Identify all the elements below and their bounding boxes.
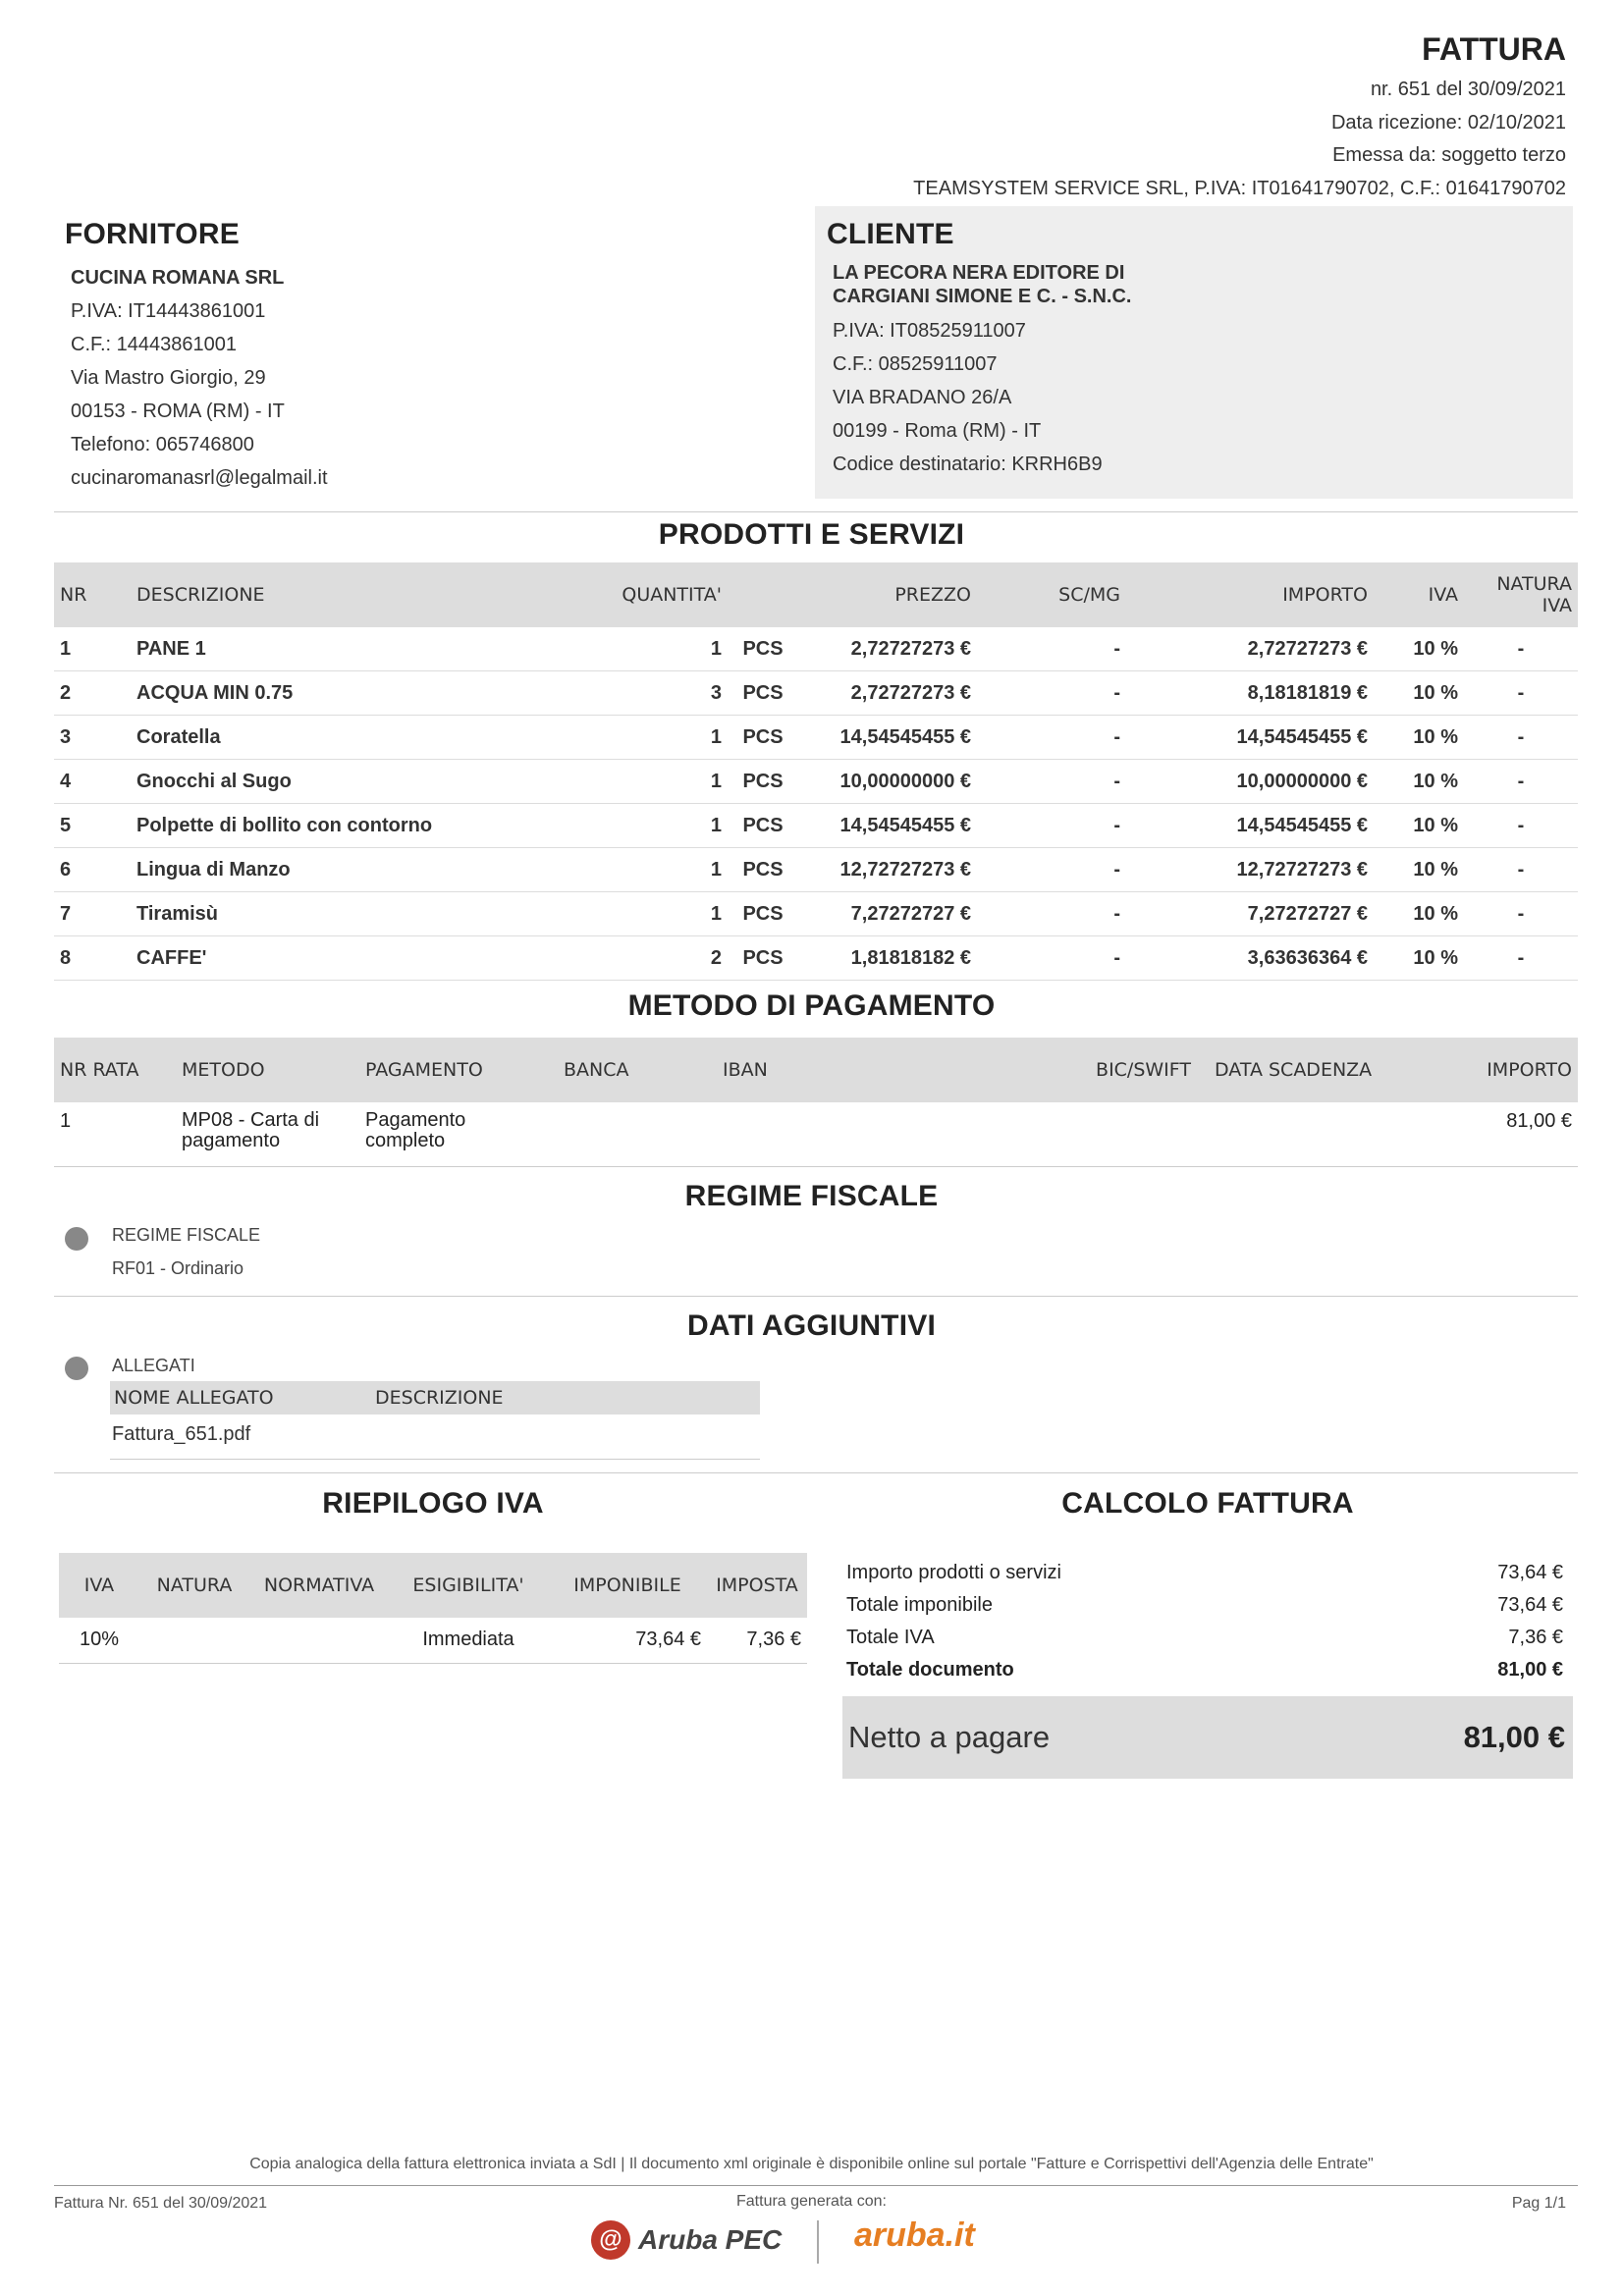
vcol-iva: IVA	[59, 1553, 139, 1618]
regime-label: REGIME FISCALE	[112, 1225, 261, 1245]
product-unit: PCS	[728, 716, 798, 760]
attachments-header	[110, 1381, 760, 1415]
calc-total-label: Totale documento	[846, 1659, 1014, 1681]
calc-line-products	[846, 1557, 1563, 1589]
product-natura: -	[1464, 848, 1578, 892]
product-iva: 10 %	[1374, 804, 1464, 848]
products-heading: PRODOTTI E SERVIZI	[658, 518, 965, 551]
client-heading: CLIENTE	[827, 218, 954, 250]
calc-line-total	[846, 1654, 1563, 1686]
vcol-natura: NATURA	[139, 1553, 249, 1618]
vat-rate: 10%	[79, 1629, 120, 1651]
product-price: 1,81818182 €	[798, 936, 977, 981]
supplier-heading: FORNITORE	[65, 218, 240, 250]
client-dest: Codice destinatario: KRRH6B9	[833, 454, 1103, 475]
client-cf: C.F.: 08525911007	[833, 353, 998, 375]
aruba-at-icon: @	[591, 2220, 630, 2260]
footer-right: Pag 1/1	[1511, 2195, 1566, 2212]
product-sc: -	[977, 671, 1126, 716]
product-amount: 14,54545455 €	[1126, 804, 1374, 848]
product-nr: 4	[54, 760, 131, 804]
product-price: 10,00000000 €	[798, 760, 977, 804]
calc-value: 73,64 €	[1497, 1562, 1563, 1583]
table-row	[54, 804, 1578, 848]
product-natura: -	[1464, 892, 1578, 936]
calc-value: 7,36 €	[1508, 1627, 1563, 1648]
product-qty: 3	[614, 671, 728, 716]
product-nr: 6	[54, 848, 131, 892]
pcol-payment: PAGAMENTO	[359, 1038, 558, 1102]
product-nr: 5	[54, 804, 131, 848]
logo-separator	[817, 2220, 819, 2264]
payment-type-line2: completo	[365, 1130, 446, 1151]
aruba-pec-text: Aruba PEC	[638, 2224, 783, 2255]
product-desc: ACQUA MIN 0.75	[131, 671, 614, 716]
product-natura: -	[1464, 936, 1578, 981]
extra-heading: DATI AGGIUNTIVI	[687, 1309, 936, 1342]
col-qty: QUANTITA'	[614, 562, 728, 627]
product-unit: PCS	[728, 804, 798, 848]
attachments-col-name: NOME ALLEGATO	[114, 1387, 274, 1409]
product-price: 7,27272727 €	[798, 892, 977, 936]
attachments-col-desc: DESCRIZIONE	[375, 1387, 504, 1409]
product-qty: 1	[614, 716, 728, 760]
calc-label: Totale imponibile	[846, 1594, 993, 1616]
product-sc: -	[977, 627, 1126, 671]
product-iva: 10 %	[1374, 627, 1464, 671]
product-desc: PANE 1	[131, 627, 614, 671]
col-iva: IVA	[1374, 562, 1464, 627]
product-unit: PCS	[728, 760, 798, 804]
extra-label: ALLEGATI	[112, 1356, 195, 1375]
vcol-imponibile: IMPONIBILE	[548, 1553, 707, 1618]
product-price: 12,72727273 €	[798, 848, 977, 892]
product-sc: -	[977, 848, 1126, 892]
product-sc: -	[977, 804, 1126, 848]
supplier-city: 00153 - ROMA (RM) - IT	[71, 400, 285, 422]
product-desc: Lingua di Manzo	[131, 848, 614, 892]
calc-label: Totale IVA	[846, 1627, 935, 1648]
calc-heading: CALCOLO FATTURA	[1061, 1487, 1354, 1520]
net-to-pay-box	[842, 1696, 1573, 1779]
supplier-email: cucinaromanasrl@legalmail.it	[71, 467, 328, 489]
pcol-bic: BIC/SWIFT	[1067, 1038, 1197, 1102]
regime-heading: REGIME FISCALE	[684, 1180, 939, 1212]
vcol-imposta: IMPOSTA	[707, 1553, 807, 1618]
divider	[110, 1459, 760, 1460]
pcol-nr: NR RATA	[54, 1038, 176, 1102]
product-desc: CAFFE'	[131, 936, 614, 981]
pcol-bank: BANCA	[558, 1038, 717, 1102]
product-sc: -	[977, 760, 1126, 804]
product-price: 14,54545455 €	[798, 804, 977, 848]
product-nr: 2	[54, 671, 131, 716]
third-party: TEAMSYSTEM SERVICE SRL, P.IVA: IT01641790702, C.F.: 01641790702	[913, 178, 1566, 199]
calc-lines	[846, 1557, 1563, 1686]
product-desc: Polpette di bollito con contorno	[131, 804, 614, 848]
col-price: PREZZO	[798, 562, 977, 627]
table-row	[54, 716, 1578, 760]
divider	[54, 1296, 1578, 1297]
product-iva: 10 %	[1374, 936, 1464, 981]
vcol-normativa: NORMATIVA	[249, 1553, 389, 1618]
bullet-icon	[65, 1227, 88, 1251]
product-iva: 10 %	[1374, 671, 1464, 716]
payment-heading: METODO DI PAGAMENTO	[627, 989, 996, 1022]
product-natura: -	[1464, 671, 1578, 716]
aruba-it-logo: aruba.it	[854, 2216, 975, 2254]
footer-note: Copia analogica della fattura elettronica inviata a SdI | Il documento xml originale è disponibile online sul portale "Fatture e Corrispettivi dell'Agenzia delle Entrate"	[249, 2156, 1374, 2172]
net-label: Netto a pagare	[848, 1720, 1051, 1754]
table-row	[54, 627, 1578, 671]
payment-method	[176, 1102, 359, 1169]
product-natura: -	[1464, 804, 1578, 848]
pcol-amount: IMPORTO	[1476, 1038, 1578, 1102]
product-unit: PCS	[728, 892, 798, 936]
product-desc: Tiramisù	[131, 892, 614, 936]
attachment-file[interactable]: Fattura_651.pdf	[112, 1423, 251, 1445]
product-sc: -	[977, 716, 1126, 760]
product-iva: 10 %	[1374, 892, 1464, 936]
product-sc: -	[977, 936, 1126, 981]
calc-label: Importo prodotti o servizi	[846, 1562, 1061, 1583]
product-amount: 2,72727273 €	[1126, 627, 1374, 671]
payment-type-line1: Pagamento	[365, 1109, 466, 1131]
product-amount: 8,18181819 €	[1126, 671, 1374, 716]
client-block	[833, 261, 1131, 481]
regime-value: RF01 - Ordinario	[112, 1258, 244, 1278]
col-sc: SC/MG	[977, 562, 1126, 627]
product-amount: 3,63636364 €	[1126, 936, 1374, 981]
product-sc: -	[977, 892, 1126, 936]
received-date: Data ricezione: 02/10/2021	[1330, 112, 1566, 133]
issued-by: Emessa da: soggetto terzo	[1332, 144, 1566, 166]
product-qty: 1	[614, 760, 728, 804]
col-amount: IMPORTO	[1126, 562, 1374, 627]
table-row	[54, 760, 1578, 804]
product-natura: -	[1464, 627, 1578, 671]
calc-line-vat	[846, 1622, 1563, 1654]
product-nr: 7	[54, 892, 131, 936]
table-row	[54, 892, 1578, 936]
vat-esig: Immediata	[422, 1629, 514, 1651]
client-name-1: LA PECORA NERA EDITORE DI	[833, 262, 1125, 284]
pcol-due: DATA SCADENZA	[1197, 1038, 1476, 1102]
product-qty: 2	[614, 936, 728, 981]
payment-nr: 1	[60, 1110, 72, 1132]
divider	[54, 1166, 1578, 1167]
vat-summary-heading: RIEPILOGO IVA	[322, 1487, 544, 1520]
divider	[54, 1472, 1578, 1473]
product-amount: 10,00000000 €	[1126, 760, 1374, 804]
product-amount: 7,27272727 €	[1126, 892, 1374, 936]
table-row	[54, 848, 1578, 892]
bullet-icon	[65, 1357, 88, 1380]
product-unit: PCS	[728, 848, 798, 892]
product-nr: 3	[54, 716, 131, 760]
payment-amount: 81,00 €	[1506, 1110, 1572, 1132]
footer-left: Fattura Nr. 651 del 30/09/2021	[54, 2195, 268, 2212]
client-address: VIA BRADANO 26/A	[833, 387, 1012, 408]
product-natura: -	[1464, 760, 1578, 804]
product-iva: 10 %	[1374, 848, 1464, 892]
product-desc: Coratella	[131, 716, 614, 760]
supplier-address: Via Mastro Giorgio, 29	[71, 367, 266, 389]
invoice-number: nr. 651 del 30/09/2021	[1370, 79, 1566, 100]
product-amount: 12,72727273 €	[1126, 848, 1374, 892]
product-price: 2,72727273 €	[798, 627, 977, 671]
product-price: 2,72727273 €	[798, 671, 977, 716]
footer-center: Fattura generata con:	[736, 2193, 887, 2210]
product-qty: 1	[614, 627, 728, 671]
supplier-phone: Telefono: 065746800	[71, 434, 254, 455]
calc-total-value: 81,00 €	[1497, 1659, 1563, 1681]
supplier-name: CUCINA ROMANA SRL	[71, 267, 285, 289]
calc-line-taxable	[846, 1589, 1563, 1622]
supplier-piva: P.IVA: IT14443861001	[71, 300, 266, 322]
table-row	[54, 671, 1578, 716]
product-nr: 8	[54, 936, 131, 981]
invoice-title: FATTURA	[1422, 31, 1566, 67]
vat-imponibile: 73,64 €	[635, 1629, 701, 1651]
aruba-pec-logo	[591, 2220, 782, 2260]
pcol-iban: IBAN	[717, 1038, 1067, 1102]
payment-table	[54, 1038, 1578, 1169]
col-nr: NR	[54, 562, 131, 627]
calc-value: 73,64 €	[1497, 1594, 1563, 1616]
client-city: 00199 - Roma (RM) - IT	[833, 420, 1042, 442]
product-natura: -	[1464, 716, 1578, 760]
product-qty: 1	[614, 848, 728, 892]
product-unit: PCS	[728, 627, 798, 671]
product-qty: 1	[614, 892, 728, 936]
vat-summary-table	[59, 1553, 807, 1664]
col-desc: DESCRIZIONE	[131, 562, 614, 627]
client-name-2: CARGIANI SIMONE E C. - S.N.C.	[833, 286, 1132, 307]
product-desc: Gnocchi al Sugo	[131, 760, 614, 804]
product-unit: PCS	[728, 936, 798, 981]
divider	[54, 511, 1578, 512]
supplier-block	[71, 261, 328, 495]
product-iva: 10 %	[1374, 760, 1464, 804]
payment-type	[359, 1102, 558, 1169]
vat-imposta: 7,36 €	[746, 1629, 801, 1651]
net-value: 81,00 €	[1463, 1720, 1565, 1754]
col-natura: NATURA IVA	[1464, 562, 1578, 627]
payment-method-line2: pagamento	[182, 1130, 281, 1151]
product-iva: 10 %	[1374, 716, 1464, 760]
products-table	[54, 562, 1578, 981]
table-row	[54, 936, 1578, 981]
client-piva: P.IVA: IT08525911007	[833, 320, 1026, 342]
product-unit: PCS	[728, 671, 798, 716]
supplier-cf: C.F.: 14443861001	[71, 334, 238, 355]
product-amount: 14,54545455 €	[1126, 716, 1374, 760]
footer-divider	[54, 2185, 1578, 2186]
vcol-esig: ESIGIBILITA'	[389, 1553, 548, 1618]
payment-method-line1: MP08 - Carta di	[182, 1109, 320, 1131]
product-qty: 1	[614, 804, 728, 848]
pcol-method: METODO	[176, 1038, 359, 1102]
product-price: 14,54545455 €	[798, 716, 977, 760]
product-nr: 1	[54, 627, 131, 671]
